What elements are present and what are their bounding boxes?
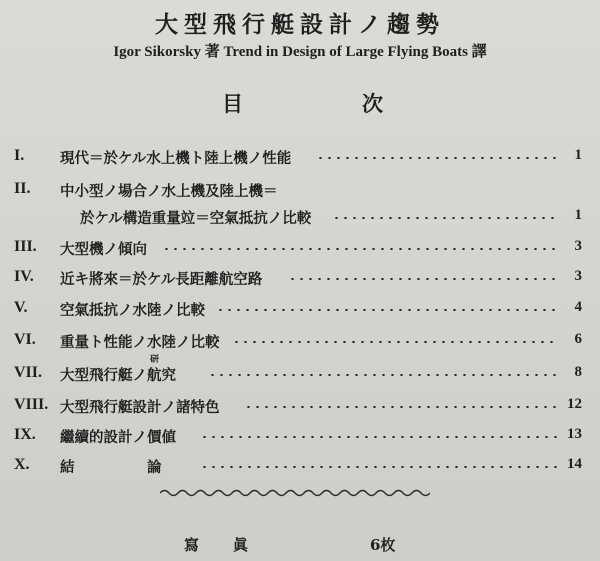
toc-entry-page: 4: [574, 299, 582, 315]
toc-entry-number: III.: [14, 238, 37, 255]
toc-entry-number: X.: [14, 456, 30, 473]
toc-leader-dots: [316, 157, 558, 159]
toc-entry-number: II.: [14, 180, 31, 197]
document-title: 大型飛行艇設計ノ趨勢: [155, 11, 445, 38]
toc-entry-text: 大型飛行艇ノ航究: [60, 367, 176, 384]
toc-heading-char-2: 次: [362, 91, 383, 116]
toc-entry-page: 1: [574, 147, 582, 163]
toc-entry-text: 大型飛行艇設計ノ諸特色: [60, 399, 220, 416]
toc-entry-text: 於ケル構造重量竝＝空氣抵抗ノ比較: [80, 210, 312, 227]
toc-entry-text: 大型機ノ傾向: [60, 241, 147, 258]
toc-entry-page: 1: [574, 207, 582, 223]
toc-entry: [0, 238, 600, 260]
toc-entry-text: 中小型ノ場合ノ水上機及陸上機＝: [60, 183, 278, 200]
toc-entry: [0, 396, 600, 418]
toc-entry-number: VII.: [14, 364, 43, 381]
toc-entry-text: 重量ト性能ノ水陸ノ比較: [60, 334, 220, 351]
toc-entry: [0, 355, 600, 386]
toc-entry-number: IX.: [14, 426, 36, 443]
toc-entry: [0, 207, 600, 229]
toc-entry: [0, 299, 600, 321]
toc-leader-dots: [162, 248, 558, 250]
toc-entry-number: I.: [14, 147, 25, 164]
toc-entry-text: 繼續的設計ノ價値: [60, 429, 176, 446]
toc-leader-dots: [200, 436, 558, 438]
photos-count: 6枚: [370, 536, 396, 554]
toc-entry: [0, 426, 600, 448]
toc-entry-text: 空氣抵抗ノ水陸ノ比較: [60, 302, 205, 319]
toc-entry-number: VI.: [14, 331, 36, 348]
toc-entry-page: 12: [567, 396, 582, 412]
toc-entry-text: 現代＝於ケル水上機ト陸上機ノ性能: [60, 150, 292, 167]
toc-entry: [0, 180, 600, 202]
toc-entry-page: 3: [574, 268, 582, 284]
toc-leader-dots: [216, 309, 558, 311]
ruby-annotation: 研: [150, 355, 160, 365]
toc-entry-text: 近キ將來＝於ケル長距離航空路: [60, 271, 263, 288]
toc-entry-text: 結 論: [60, 459, 162, 476]
toc-entry-page: 8: [574, 364, 582, 380]
wavy-divider: [160, 486, 430, 500]
toc-leader-dots: [288, 278, 558, 280]
toc-entry-page: 14: [567, 456, 582, 472]
toc-entry-page: 3: [574, 238, 582, 254]
toc-entry: [0, 147, 600, 169]
toc-leader-dots: [200, 466, 558, 468]
toc-entry-number: V.: [14, 299, 28, 316]
toc-heading-char-1: 目: [222, 91, 243, 116]
toc-entry-number: VIII.: [14, 396, 49, 413]
toc-entry-page: 13: [567, 426, 582, 442]
toc-entry-page: 6: [574, 331, 582, 347]
toc-leader-dots: [208, 374, 558, 376]
toc-entry: [0, 268, 600, 290]
toc-entry-number: IV.: [14, 268, 34, 285]
toc-entry: [0, 331, 600, 353]
toc-leader-dots: [244, 406, 558, 408]
document-subtitle: Igor Sikorsky 著 Trend in Design of Large Flying Boats 譯: [113, 44, 487, 60]
toc-leader-dots: [232, 341, 558, 343]
toc-leader-dots: [332, 217, 558, 219]
toc-entry: [0, 456, 600, 478]
photos-label: 寫眞: [184, 536, 283, 554]
